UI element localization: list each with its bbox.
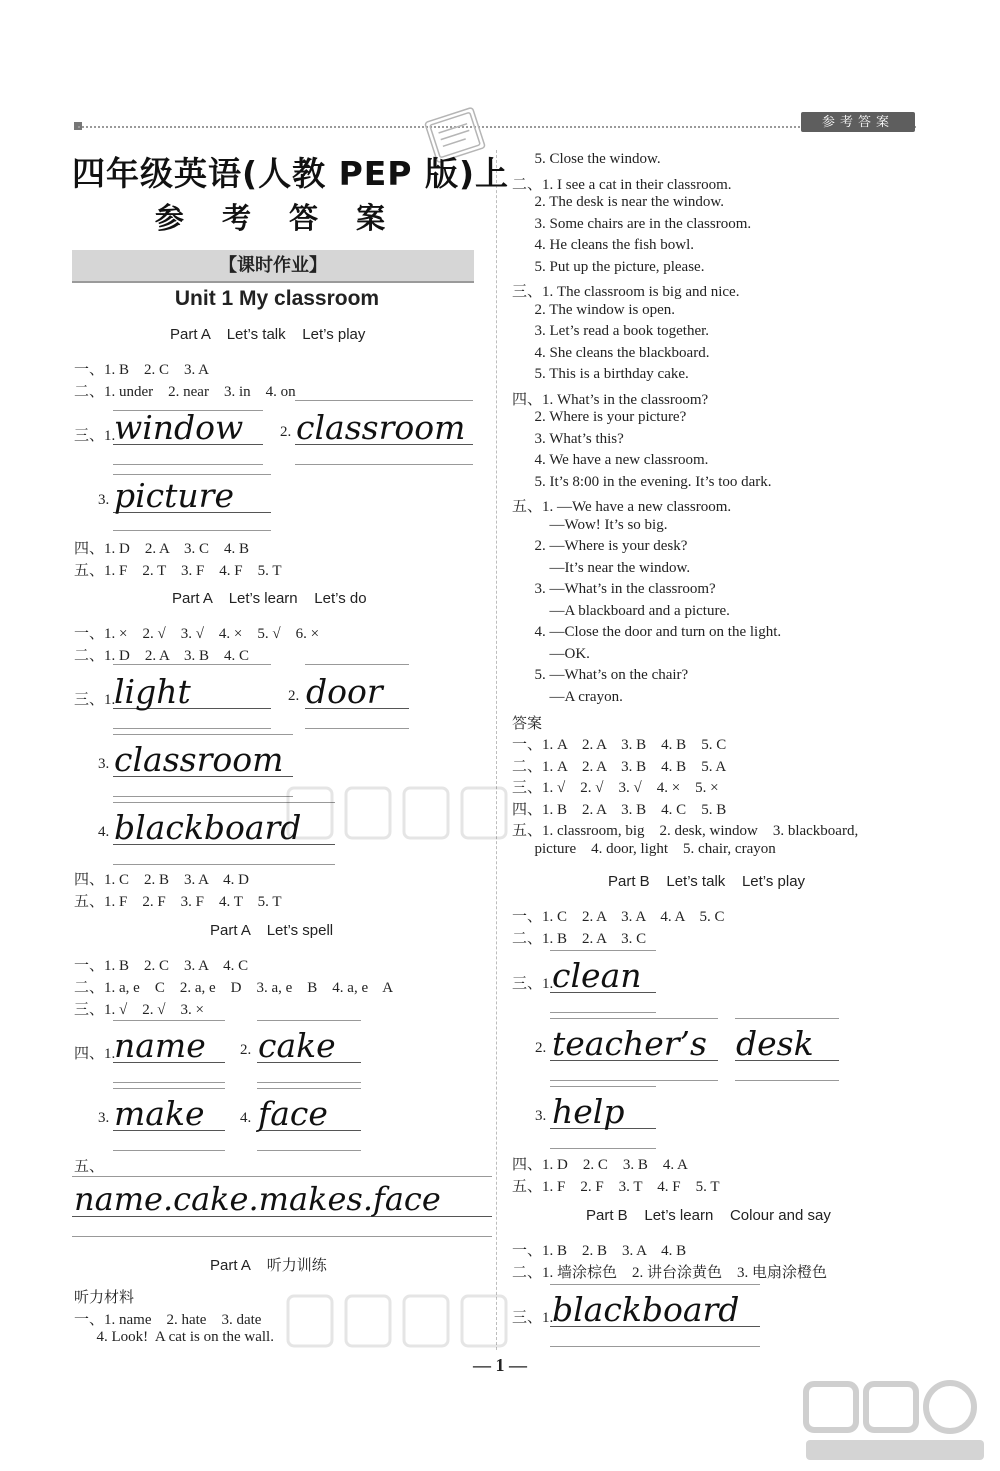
answer-line: 四、1. C 2. B 3. A 4. D [74, 872, 250, 888]
script-line: 3. Let’s read a book together. [512, 323, 710, 339]
script-line: —A crayon. [512, 688, 623, 705]
handwritten-word: classroom [114, 740, 284, 779]
answer-line: 三、1. √ 2. √ 3. √ 4. × 5. × [512, 780, 719, 796]
writing-line [113, 728, 271, 729]
writing-line [305, 664, 409, 665]
script-line: 5. —What’s on the chair? [512, 667, 689, 683]
handwritten-word: clean [552, 956, 642, 995]
question-label: 三、1. [74, 692, 116, 708]
script-line: 二、1. I see a cat in their classroom. [512, 176, 732, 193]
page-subtitle: 参 考 答 案 [154, 201, 400, 235]
writing-line [257, 1150, 361, 1151]
writing-line [735, 1018, 839, 1019]
script-line: 三、1. The classroom is big and nice. [512, 284, 740, 300]
part-heading-a-listen: Part A 听力训练 [210, 1257, 327, 1274]
script-line: —A blackboard and a picture. [512, 602, 730, 619]
question-label: 3. [535, 1108, 547, 1124]
page-number: — 1 — [473, 1355, 527, 1375]
question-label: 三、1. [512, 1310, 554, 1326]
question-label: 4. [240, 1110, 252, 1126]
writing-line [113, 1082, 225, 1083]
handwritten-word: light [114, 672, 191, 711]
handwritten-sentence: name.cake.makes.face [74, 1180, 441, 1218]
writing-line [550, 1012, 656, 1013]
writing-line [113, 1020, 225, 1021]
script-line: 4. She cleans the blackboard. [512, 344, 710, 361]
answer-line: 四、1. D 2. C 3. B 4. A [512, 1157, 688, 1173]
writing-line [550, 1148, 656, 1149]
handwritten-word: blackboard [114, 808, 302, 847]
handwritten-word: blackboard [552, 1290, 740, 1329]
writing-line [257, 1088, 361, 1089]
script-line: 3. What’s this? [512, 430, 624, 447]
writing-line [113, 474, 271, 475]
writing-line [113, 734, 293, 735]
question-label: 2. [535, 1040, 547, 1056]
answer-line: 二、1. B 2. A 3. C [512, 931, 647, 947]
answer-line: 四、1. B 2. A 3. B 4. C 5. B [512, 801, 727, 818]
answer-line: 二、1. D 2. A 3. B 4. C [74, 648, 250, 664]
answer-line: 一、1. A 2. A 3. B 4. B 5. C [512, 737, 727, 753]
answer-line: picture 4. door, light 5. chair, crayon [512, 840, 776, 857]
script-line: 2. The window is open. [512, 301, 676, 318]
answer-line: 一、1. B 2. C 3. A 4. C [74, 958, 249, 974]
writing-line [113, 1088, 225, 1089]
answer-line: 五、1. F 2. F 3. F 4. T 5. T [74, 894, 282, 910]
writing-line [113, 796, 293, 797]
question-label: 2. [240, 1042, 252, 1058]
writing-line [113, 530, 271, 531]
script-line: 2. —Where is your desk? [512, 538, 688, 554]
answer-line: 一、1. B 2. C 3. A [74, 362, 210, 378]
question-label: 3. [98, 1110, 110, 1126]
handwritten-word: window [114, 408, 244, 447]
question-label: 4. [98, 824, 110, 840]
script-line: 2. The desk is near the window. [512, 194, 725, 210]
writing-line [550, 1086, 656, 1087]
writing-line [113, 464, 263, 465]
writing-line [113, 864, 335, 865]
listening-heading: 听力材料 [74, 1290, 135, 1306]
writing-line [257, 1020, 361, 1021]
question-label: 三、1. [512, 976, 554, 992]
answer-line: 二、1. a, e C 2. a, e D 3. a, e B 4. a, e A [74, 980, 394, 996]
script-line: 四、1. What’s in the classroom? [512, 391, 709, 408]
writing-line [257, 1082, 361, 1083]
script-line: 3. —What’s in the classroom? [512, 581, 716, 597]
question-label: 2. [288, 688, 300, 704]
answer-line: 一、1. × 2. √ 3. √ 4. × 5. √ 6. × [74, 626, 320, 642]
watermark-icon [280, 778, 520, 848]
script-line: 4. He cleans the fish bowl. [512, 237, 695, 253]
part-heading-b-talk: Part B Let’s talk Let’s play [608, 873, 806, 890]
site-logo-icon [800, 1378, 990, 1466]
handwritten-word: classroom [296, 408, 466, 447]
answer-line: 二、1. A 2. A 3. B 4. B 5. A [512, 758, 727, 775]
answer-line: 一、1. B 2. B 3. A 4. B [512, 1243, 687, 1259]
answer-line: 一、1. name 2. hate 3. date [74, 1312, 262, 1328]
handwritten-word: face [258, 1094, 328, 1133]
part-heading-b-learn: Part B Let’s learn Colour and say [586, 1207, 831, 1224]
writing-line [295, 464, 473, 465]
writing-line [113, 664, 271, 665]
question-label: 三、1. [74, 428, 116, 444]
writing-line [305, 728, 409, 729]
column-divider [496, 150, 497, 1350]
handwritten-word: cake [258, 1026, 336, 1065]
writing-line [550, 1346, 760, 1347]
part-heading-a-talk: Part A Let’s talk Let’s play [170, 326, 366, 343]
script-line: 5. Close the window. [512, 151, 661, 167]
script-line: 5. Put up the picture, please. [512, 258, 705, 275]
script-line: —It’s near the window. [512, 559, 691, 576]
answer-line: 五、1. F 2. F 3. T 4. F 5. T [512, 1179, 720, 1195]
part-heading-a-spell: Part A Let’s spell [210, 922, 334, 939]
answer-line: 五、1. F 2. T 3. F 4. F 5. T [74, 563, 282, 579]
script-line: —OK. [512, 645, 590, 662]
question-label: 四、1. [74, 1046, 116, 1062]
question-label: 五、 [74, 1159, 105, 1175]
watermark-icon [280, 1286, 520, 1356]
writing-line [550, 1284, 760, 1285]
script-line: —Wow! It’s so big. [512, 516, 668, 533]
writing-line [72, 1236, 492, 1237]
question-label: 3. [98, 756, 110, 772]
handwritten-word: desk [736, 1024, 814, 1063]
answer-line: 三、1. √ 2. √ 3. × [74, 1002, 204, 1018]
script-line: 五、1. —We have a new classroom. [512, 499, 732, 515]
page-title: 四年级英语(人教 PEP 版)上 [72, 154, 510, 193]
script-line: 5. This is a birthday cake. [512, 366, 689, 382]
script-line: 4. We have a new classroom. [512, 452, 709, 468]
part-heading-a-learn: Part A Let’s learn Let’s do [172, 590, 367, 607]
writing-line [550, 950, 656, 951]
answer-line: 4. Look! A cat is on the wall. [74, 1329, 274, 1345]
handwritten-word: make [114, 1094, 205, 1133]
section-heading: 【课时作业】 [72, 250, 474, 283]
question-label: 2. [280, 424, 292, 440]
handwritten-word: door [306, 672, 383, 711]
header-rule [78, 126, 916, 128]
handwritten-word: teacher’s [552, 1024, 707, 1063]
writing-line [550, 1018, 718, 1019]
writing-line [113, 1150, 225, 1151]
answer-badge: 参考答案 [801, 112, 915, 132]
handwritten-word: help [552, 1092, 625, 1131]
writing-line [72, 1176, 492, 1177]
answer-heading: 答案 [512, 716, 543, 732]
answer-line: 五、1. classroom, big 2. desk, window 3. blackboard, [512, 823, 859, 839]
script-line: 5. It’s 8:00 in the evening. It’s too dark. [512, 473, 772, 490]
writing-line [295, 400, 473, 401]
handwritten-word: name [114, 1026, 206, 1065]
script-line: 3. Some chairs are in the classroom. [512, 215, 752, 232]
writing-line [550, 1080, 718, 1081]
answer-line: 四、1. D 2. A 3. C 4. B [74, 541, 250, 557]
unit-title: Unit 1 My classroom [174, 287, 380, 310]
answer-line: 二、1. under 2. near 3. in 4. on [74, 384, 296, 400]
question-label: 3. [98, 492, 110, 508]
script-line: 4. —Close the door and turn on the light. [512, 624, 782, 640]
answer-line: 二、1. 墙涂棕色 2. 讲台涂黄色 3. 电扇涂橙色 [512, 1265, 828, 1281]
handwritten-word: picture [114, 476, 234, 515]
script-line: 2. Where is your picture? [512, 409, 687, 425]
answer-line: 一、1. C 2. A 3. A 4. A 5. C [512, 909, 725, 925]
writing-line [735, 1080, 839, 1081]
